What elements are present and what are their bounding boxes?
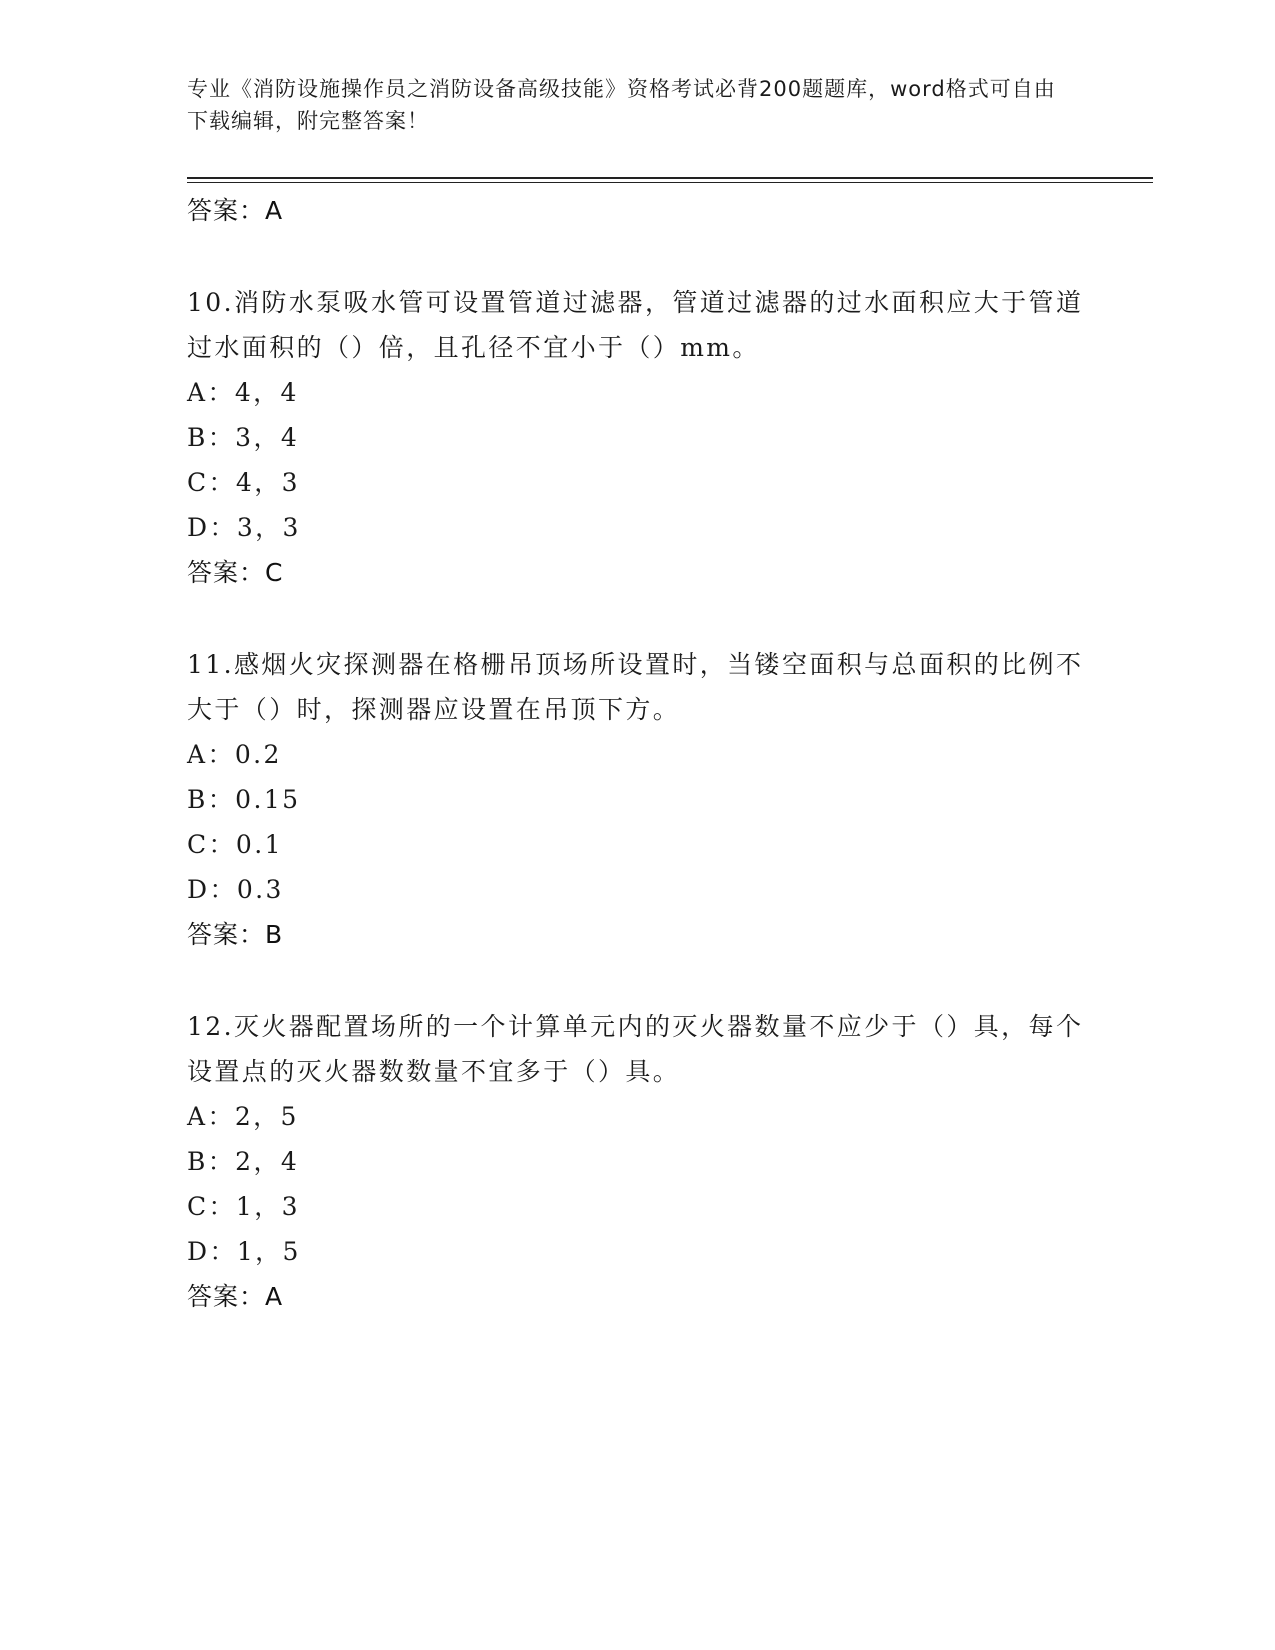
option-c: C：0.1 xyxy=(187,830,283,859)
option-d: D：3，3 xyxy=(187,513,301,542)
answer-line: 答案：B xyxy=(187,920,284,949)
header-divider-thick xyxy=(187,177,1153,179)
option-b: B：3，4 xyxy=(187,423,300,452)
page-header: 专业《消防设施操作员之消防设备高级技能》资格考试必背200题题库，word格式可自由下载编辑，附完整答案！ xyxy=(187,77,1056,133)
previous-answer: 答案：A xyxy=(187,196,284,225)
option-c: C：1，3 xyxy=(187,1192,300,1221)
question-11 xyxy=(187,642,1087,957)
option-a: A：0.2 xyxy=(187,740,282,769)
question-stem: 10.消防水泵吸水管可设置管道过滤器，管道过滤器的过水面积应大于管道过水面积的（）倍，且孔径不宜小于（）mm。 xyxy=(187,288,1084,362)
option-b: B：2，4 xyxy=(187,1147,300,1176)
option-a: A：4，4 xyxy=(187,378,299,407)
question-12 xyxy=(187,1004,1087,1319)
question-10 xyxy=(187,280,1087,595)
question-stem: 12.灭火器配置场所的一个计算单元内的灭火器数量不应少于（）具，每个设置点的灭火器数数量不宜多于（）具。 xyxy=(187,1012,1084,1086)
option-a: A：2，5 xyxy=(187,1102,299,1131)
answer-line: 答案：C xyxy=(187,558,284,587)
question-list xyxy=(187,188,1087,1319)
option-d: D：1，5 xyxy=(187,1237,301,1266)
answer-line: 答案：A xyxy=(187,1282,284,1311)
option-d: D：0.3 xyxy=(187,875,284,904)
question-stem: 11.感烟火灾探测器在格栅吊顶场所设置时，当镂空面积与总面积的比例不大于（）时，探测器应设置在吊顶下方。 xyxy=(187,650,1084,724)
header-divider-thin xyxy=(187,182,1153,183)
option-c: C：4，3 xyxy=(187,468,300,497)
option-b: B：0.15 xyxy=(187,785,301,814)
